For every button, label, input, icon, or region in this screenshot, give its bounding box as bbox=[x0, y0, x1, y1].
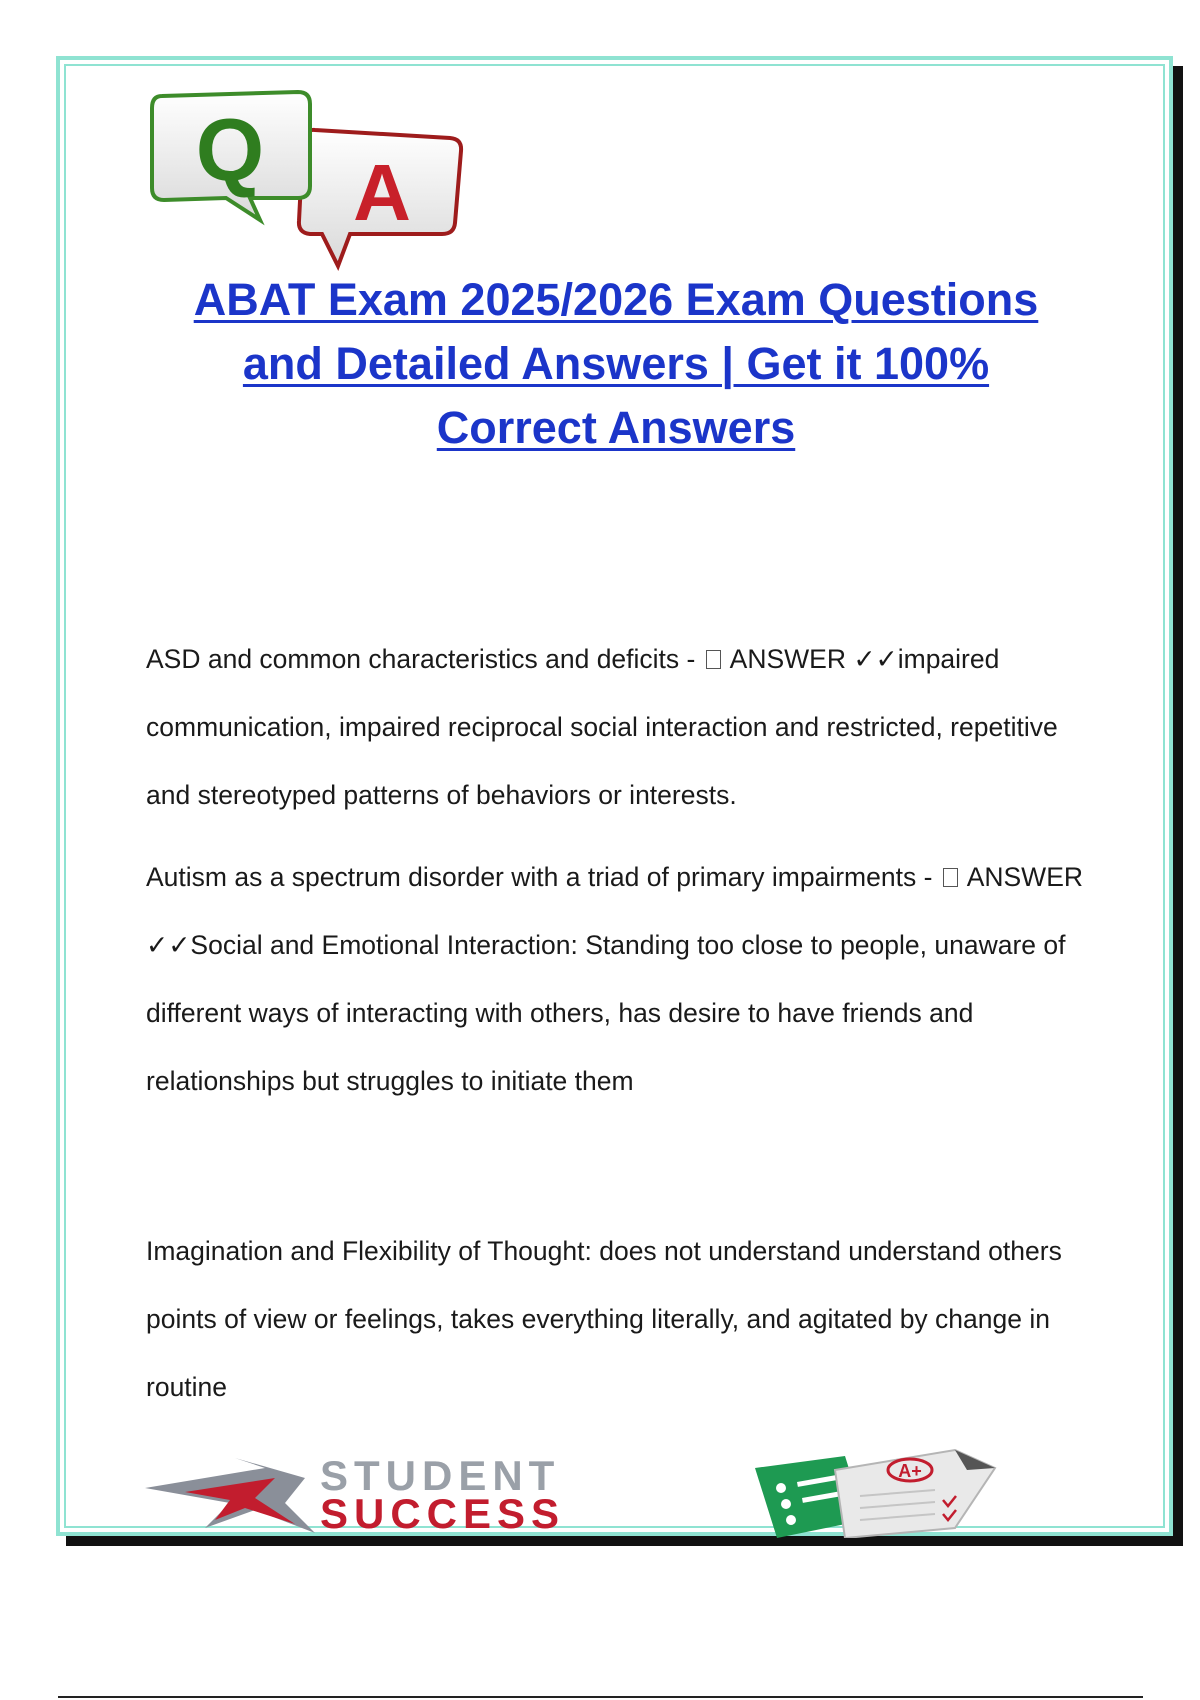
answer-continuation: Imagination and Flexibility of Thought: does not understand understand others points of view or feelings, takes everything literally, and agitated by change in routine bbox=[146, 1236, 1062, 1402]
q-letter: Q bbox=[195, 100, 265, 199]
question-text: Autism as a spectrum disorder with a triad of primary impairments - bbox=[146, 862, 940, 892]
answer-text: Social and Emotional Interaction: Standing too close to people, unaware of different ways of interacting with others, has desire to have friends and relationships but struggles to initiate them bbox=[146, 930, 1066, 1096]
grade-text: A+ bbox=[898, 1461, 922, 1481]
brand-bottom-text: SUCCESS bbox=[320, 1490, 566, 1537]
missing-glyph-icon bbox=[706, 650, 721, 669]
question-text: ASD and common characteristics and deficits - bbox=[146, 644, 703, 674]
title-line-1: ABAT Exam 2025/2026 Exam Questions bbox=[193, 274, 1039, 325]
title-line-3: Correct Answers bbox=[436, 402, 796, 453]
answer-marker: ANSWER ✓✓ bbox=[729, 644, 898, 674]
missing-glyph-icon bbox=[943, 868, 958, 887]
document-title bbox=[120, 268, 1112, 460]
qa-logo bbox=[150, 88, 470, 273]
answer-text: impaired communication, impaired reciprocal social interaction and restricted, repetitive and stereotyped patterns of behaviors or interests. bbox=[146, 644, 1058, 810]
answer-marker: ANSWER ✓✓ bbox=[146, 862, 1084, 960]
qa-item-1 bbox=[146, 625, 1096, 829]
qa-item-2 bbox=[146, 843, 1096, 1115]
a-letter: A bbox=[353, 148, 411, 237]
title-line-2: and Detailed Answers | Get it 100% bbox=[242, 338, 990, 389]
student-success-logo bbox=[145, 1448, 1065, 1538]
graded-test-paper-icon bbox=[835, 1450, 995, 1538]
brand-top-text: STUDENT bbox=[320, 1452, 561, 1499]
bottom-rule bbox=[58, 1696, 1143, 1698]
